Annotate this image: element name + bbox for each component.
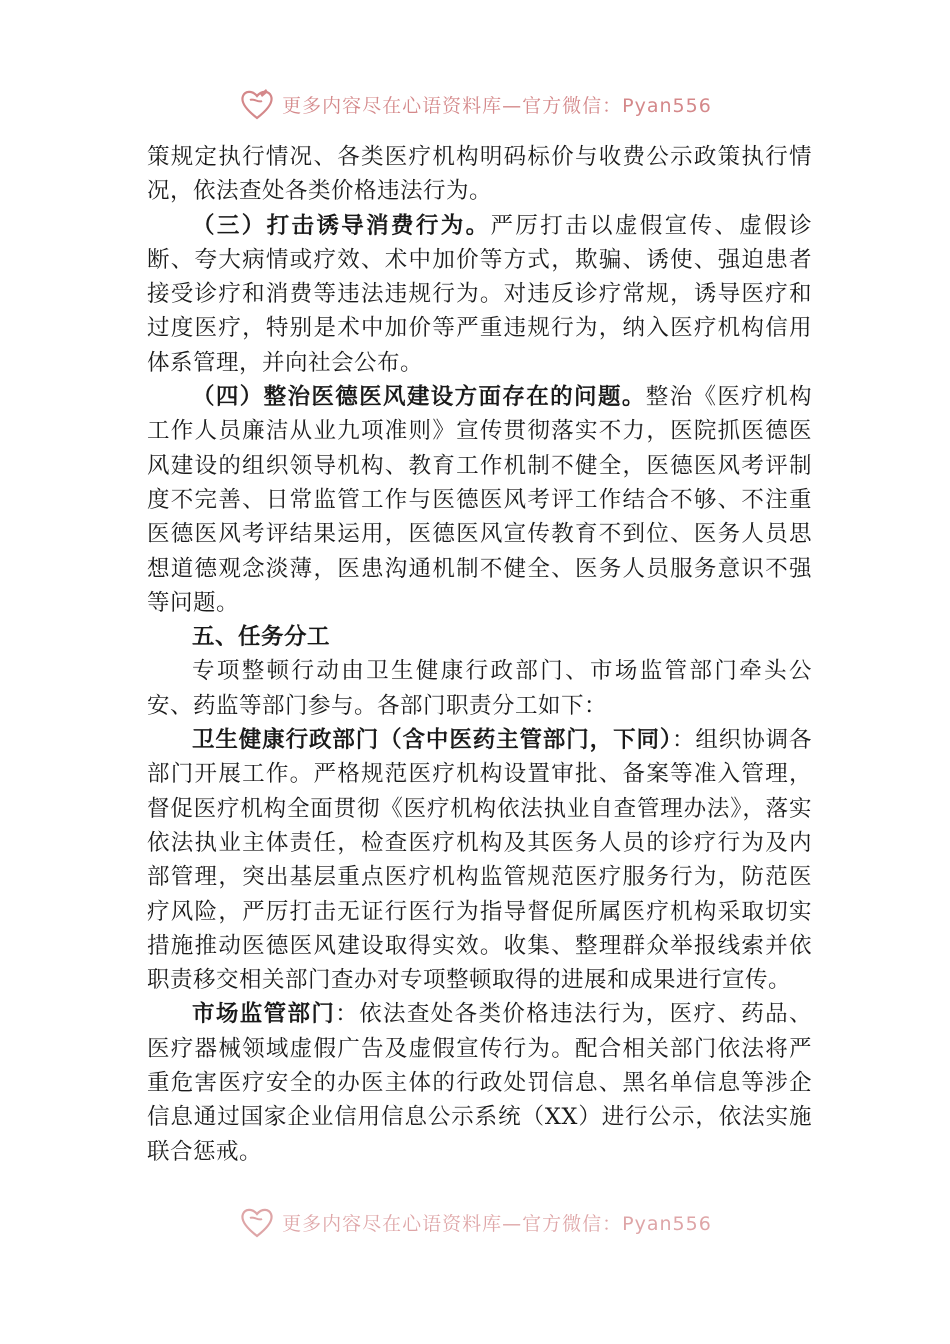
section-heading-3: （三）打击诱导消费行为。: [192, 212, 491, 239]
watermark-text: 更多内容尽在心语资料库—官方微信：Pyan556: [282, 1212, 712, 1235]
paragraph-text: 整治《医疗机构工作人员廉洁从业九项准则》宣传贯彻落实不力，医院抓医德医风建设的组织领导机构、教育工作机制不健全，医德医风考评制度不完善、日常监管工作与医德医风考评工作结合不够、不注重医德医风考评结果运用，医德医风宣传教育不到位、医务人员思想道德观念淡薄，医患沟通机制不健全、医务人员服务意识不强等问题。: [147, 384, 812, 616]
watermark-text: 更多内容尽在心语资料库—官方微信：Pyan556: [282, 94, 712, 117]
heart-logo-icon: [238, 1204, 276, 1240]
paragraph-division-intro: 专项整顿行动由卫生健康行政部门、市场监管部门牵头公安、药监等部门参与。各部门职责分工如下：: [147, 658, 812, 719]
watermark-header: [0, 86, 950, 122]
paragraph-medical-ethics: [147, 380, 812, 620]
paragraph-text: ：依法查处各类价格违法行为，医疗、药品、医疗器械领域虚假广告及虚假宣传行为。配合相关部门依法将严重危害医疗安全的办医主体的行政处罚信息、黑名单信息等涉企信息通过国家企业信用信息公示系统（XX）进行公示，依法实施联合惩戒。: [147, 1001, 812, 1165]
heart-logo-icon: [238, 86, 276, 122]
paragraph-text: ：组织协调各部门开展工作。严格规范医疗机构设置审批、备案等准入管理，督促医疗机构全面贯彻《医疗机构依法执业自查管理办法》，落实依法执业主体责任，检查医疗机构及其医务人员的诊疗行为及内部管理，突出基层重点医疗机构监管规范医疗服务行为，防范医疗风险，严厉打击无证行医行为指导督促所属医疗机构采取切实措施推动医德医风建设取得实效。收集、整理群众举报线索并依职责移交相关部门查办对专项整顿取得的进展和成果进行宣传。: [147, 727, 812, 994]
paragraph-induced-consumption: [147, 209, 812, 380]
watermark-footer: [0, 1204, 950, 1240]
paragraph-market-dept: [147, 997, 812, 1168]
section-heading-4: （四）整治医德医风建设方面存在的问题。: [192, 384, 646, 411]
paragraph-health-dept: [147, 723, 812, 997]
document-body: [147, 140, 812, 1169]
paragraph-price-policy: 策规定执行情况、各类医疗机构明码标价与收费公示政策执行情况，依法查处各类价格违法行为。: [147, 144, 812, 205]
dept-title-health: 卫生健康行政部门（含中医药主管部门，下同）: [192, 727, 673, 754]
dept-title-market: 市场监管部门: [192, 1001, 336, 1028]
section-heading-5: 五、任务分工: [192, 624, 331, 651]
paragraph-text: 严厉打击以虚假宣传、虚假诊断、夸大病情或疗效、术中加价等方式，欺骗、诱使、强迫患者接受诊疗和消费等违法违规行为。对违反诊疗常规，诱导医疗和过度医疗，特别是术中加价等严重违规行为，纳入医疗机构信用体系管理，并向社会公布。: [147, 212, 812, 376]
